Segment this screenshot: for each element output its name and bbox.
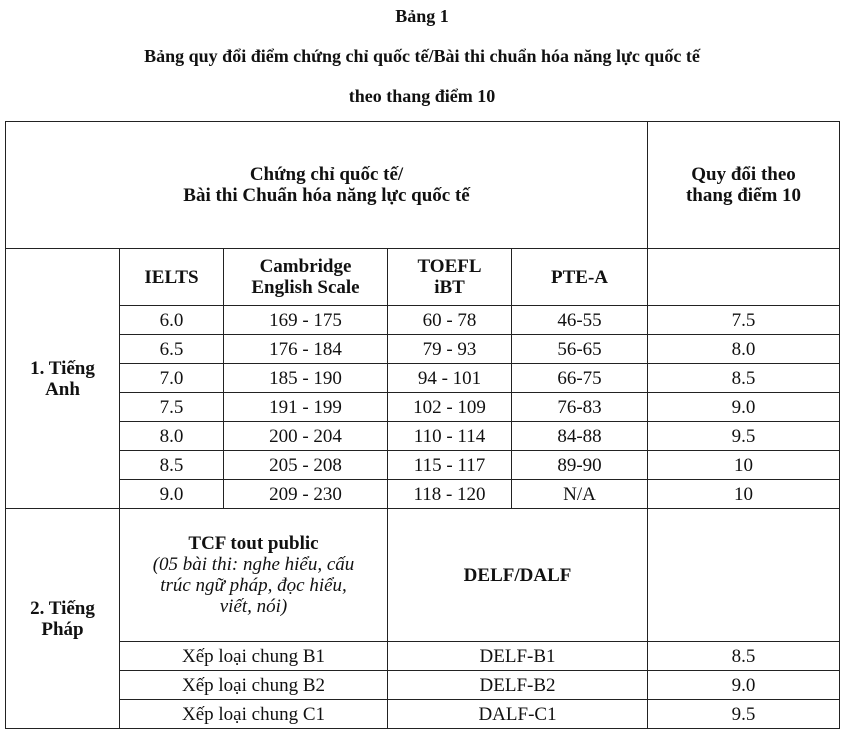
delf-header-cell: DELF/DALF bbox=[388, 509, 648, 642]
ielts-cell: 9.0 bbox=[120, 480, 224, 509]
cambridge-cell: 185 - 190 bbox=[224, 364, 388, 393]
score-header-line1: Quy đổi theo bbox=[691, 164, 796, 185]
table-row bbox=[6, 480, 840, 509]
toefl-cell: 110 - 114 bbox=[388, 422, 512, 451]
delf-cell: DALF-C1 bbox=[388, 700, 648, 729]
table-row bbox=[6, 306, 840, 335]
ielts-cell: 6.5 bbox=[120, 335, 224, 364]
toefl-cell: 115 - 117 bbox=[388, 451, 512, 480]
tcf-note-line1: (05 bài thi: nghe hiểu, cấu bbox=[152, 554, 355, 575]
toefl-cell: 118 - 120 bbox=[388, 480, 512, 509]
pte-cell: 89-90 bbox=[512, 451, 648, 480]
cambridge-cell: 191 - 199 bbox=[224, 393, 388, 422]
table-row bbox=[6, 422, 840, 451]
pte-cell: 66-75 bbox=[512, 364, 648, 393]
ielts-cell: 7.5 bbox=[120, 393, 224, 422]
toefl-header-line2: iBT bbox=[434, 277, 465, 298]
table-row bbox=[6, 451, 840, 480]
delf-cell: DELF-B1 bbox=[388, 642, 648, 671]
tcf-note-line2: trúc ngữ pháp, đọc hiểu, bbox=[160, 575, 347, 596]
cambridge-header-line1: Cambridge bbox=[259, 256, 352, 277]
english-group-cell bbox=[6, 249, 120, 509]
tcf-cell: Xếp loại chung B2 bbox=[120, 671, 388, 700]
certificate-header-line1: Chứng chỉ quốc tế/ bbox=[249, 164, 404, 185]
score-header-cell bbox=[648, 122, 840, 249]
cambridge-cell: 205 - 208 bbox=[224, 451, 388, 480]
toefl-cell: 79 - 93 bbox=[388, 335, 512, 364]
score-cell: 8.5 bbox=[648, 364, 840, 393]
french-group-line2: Pháp bbox=[41, 618, 84, 640]
toefl-cell: 60 - 78 bbox=[388, 306, 512, 335]
score-cell: 10 bbox=[648, 480, 840, 509]
pte-cell: 46-55 bbox=[512, 306, 648, 335]
cambridge-header-line2: English Scale bbox=[251, 277, 360, 298]
score-cell: 9.0 bbox=[648, 393, 840, 422]
cambridge-header bbox=[224, 249, 388, 306]
cambridge-cell: 169 - 175 bbox=[224, 306, 388, 335]
english-group-line1: 1. Tiếng bbox=[30, 357, 95, 379]
certificate-header-cell bbox=[6, 122, 648, 249]
tcf-header-cell bbox=[120, 509, 388, 642]
french-score-header-empty bbox=[648, 509, 840, 642]
pte-cell: 84-88 bbox=[512, 422, 648, 451]
score-cell: 9.5 bbox=[648, 422, 840, 451]
tcf-note-line3: viết, nói) bbox=[219, 596, 288, 617]
table-row bbox=[6, 364, 840, 393]
english-score-header-empty bbox=[648, 249, 840, 306]
score-conversion-table bbox=[5, 121, 840, 729]
score-cell: 9.5 bbox=[648, 700, 840, 729]
ielts-cell: 7.0 bbox=[120, 364, 224, 393]
score-cell: 10 bbox=[648, 451, 840, 480]
table-row bbox=[6, 642, 840, 671]
english-group-line2: Anh bbox=[45, 378, 80, 400]
ielts-cell: 8.0 bbox=[120, 422, 224, 451]
french-header-row bbox=[6, 509, 840, 642]
table-row bbox=[6, 335, 840, 364]
table-row bbox=[6, 393, 840, 422]
table-row bbox=[6, 671, 840, 700]
tcf-title: TCF tout public bbox=[188, 533, 319, 554]
cambridge-cell: 200 - 204 bbox=[224, 422, 388, 451]
pte-header: PTE-A bbox=[512, 249, 648, 306]
french-group-cell bbox=[6, 509, 120, 729]
toefl-header bbox=[388, 249, 512, 306]
toefl-cell: 102 - 109 bbox=[388, 393, 512, 422]
table-number: Bảng 1 bbox=[395, 6, 449, 26]
english-column-header-row bbox=[6, 249, 840, 306]
table-row bbox=[6, 700, 840, 729]
tcf-cell: Xếp loại chung C1 bbox=[120, 700, 388, 729]
certificate-header-line2: Bài thi Chuẩn hóa năng lực quốc tế bbox=[183, 185, 470, 206]
pte-cell: 76-83 bbox=[512, 393, 648, 422]
score-cell: 8.0 bbox=[648, 335, 840, 364]
pte-cell: N/A bbox=[512, 480, 648, 509]
score-cell: 7.5 bbox=[648, 306, 840, 335]
score-cell: 9.0 bbox=[648, 671, 840, 700]
score-header-line2: thang điểm 10 bbox=[685, 185, 802, 206]
ielts-cell: 8.5 bbox=[120, 451, 224, 480]
toefl-cell: 94 - 101 bbox=[388, 364, 512, 393]
ielts-header: IELTS bbox=[120, 249, 224, 306]
cambridge-cell: 209 - 230 bbox=[224, 480, 388, 509]
score-cell: 8.5 bbox=[648, 642, 840, 671]
table-title: Bảng quy đổi điểm chứng chỉ quốc tế/Bài thi chuẩn hóa năng lực quốc tế bbox=[144, 46, 700, 66]
toefl-header-line1: TOEFL bbox=[417, 256, 482, 277]
pte-cell: 56-65 bbox=[512, 335, 648, 364]
french-group-line1: 2. Tiếng bbox=[30, 597, 95, 619]
ielts-cell: 6.0 bbox=[120, 306, 224, 335]
table-subtitle: theo thang điểm 10 bbox=[348, 86, 496, 106]
table-header-row bbox=[6, 122, 840, 249]
cambridge-cell: 176 - 184 bbox=[224, 335, 388, 364]
delf-cell: DELF-B2 bbox=[388, 671, 648, 700]
tcf-cell: Xếp loại chung B1 bbox=[120, 642, 388, 671]
